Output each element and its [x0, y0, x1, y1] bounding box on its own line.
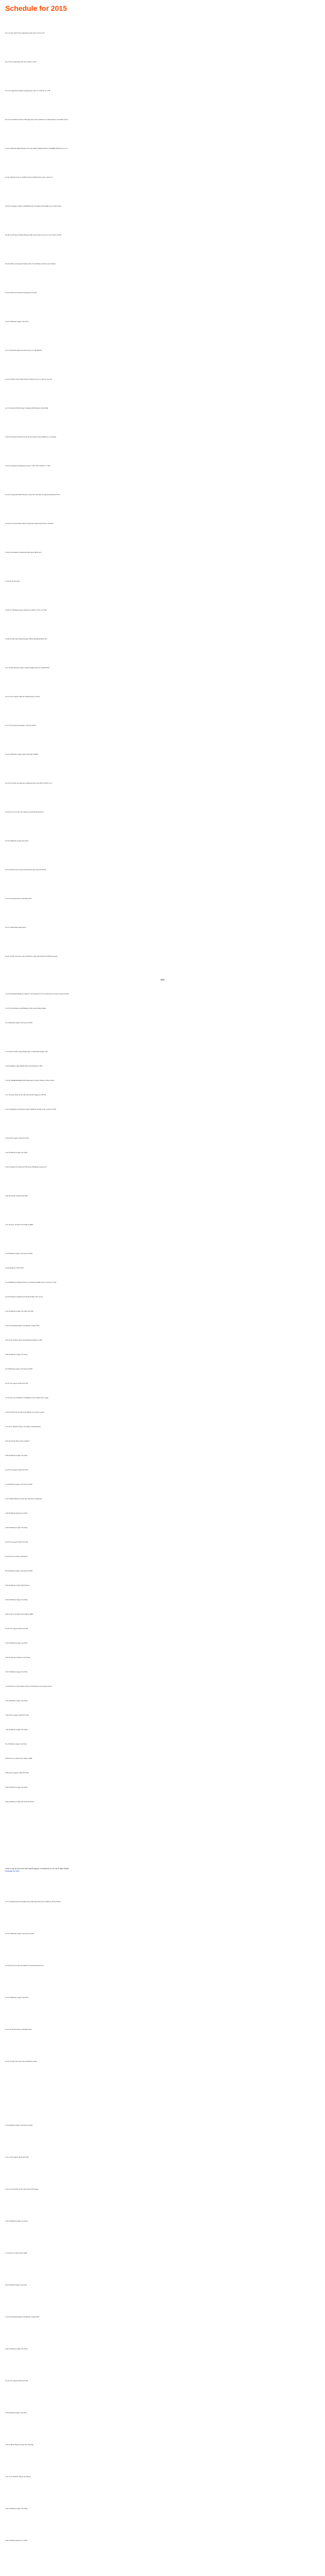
schedule-entry: 1-23-15 The Lagoon POP-UP 6 PM [5, 1137, 29, 1139]
schedule-entry: 4-4-15 The Lagoon POP-UP 6 PM [5, 1469, 28, 1471]
schedule-entry: 4-7-15 Bolinas Ledger Jive Party at 8 PM [5, 1483, 32, 1485]
schedule-entry: 1-3-15 The Ashhaven & Mill Beads 10 All-round Kodak Hedge [5, 1007, 46, 1009]
schedule-entry: 12-7-13 Buckminster (Fundraiser Run) With Boot Hill and The Belcher Off the Books [5, 1901, 61, 1903]
schedule-entry: 11-4-14 Golden Gate Fields Heat Cornelia for more on Jazz & Lino and [5, 378, 52, 380]
schedule-entry: 3-14-15 Pi Day Pie Social at the Bolinas Community Center [5, 1411, 45, 1413]
schedule-entry: 1-25-14 Bolinas Ledger Jive Party [5, 2220, 28, 2222]
schedule-entry: 2-2-15 Bolinas Ledger Jive Party at 8 PM [5, 1252, 32, 1255]
schedule-entry: 12-13-14 Crooks and Nannies at Bolinas Dome at 8 PM & 8 8:30 1 & 9 [5, 782, 52, 784]
schedule-entry: 12-24-13 Christmas Eve at Rolands PM [5, 2028, 31, 2030]
schedule-entry: 1-2-15 Woodlands Bridge for Rainer & The Michael for Sun Contrivance Contest & Jasmine Bear [5, 993, 69, 995]
schedule-entry: 2-7-15 BARN and WAGON Dance The Bolinas Fiddle Camp Concert at 7 PM [5, 1281, 56, 1283]
schedule-entry: 10-13-14 Bolinas Ridge Estates Our Cats Gallery Bolinas Hold To SUMMER SHOW & go to at [5, 147, 68, 149]
schedule-entry [5, 2077, 227, 2109]
footer-note [5, 1868, 69, 1873]
schedule-entry: 3-29-14 Bolinas Museum at 4 PM [5, 2539, 27, 2541]
schedule-entry: 10-4-14 Lagunitas Hopland Lodge Brewer Jam at 7:30 P.M. to 1 P.M. [5, 90, 51, 92]
schedule-entry: 8-15-15 The Lagoon POP-UP 6 PM [5, 1772, 29, 1774]
schedule-entry: 2-6-15 Rolands 7:30-10 PM [5, 1267, 24, 1269]
footer-note-text: come on go up near and ride what things go on facebook for our up to date details [5, 1868, 69, 1870]
schedule-entry: 5-23-15 Bolinas Ledger Jive Party [5, 1599, 28, 1601]
schedule-entry: 8-22-15 Bolinas Ledger Jive Party [5, 1786, 28, 1788]
schedule-entry [5, 2556, 227, 2576]
schedule-entry: 12-1-14 Rich Stoneys Tavern Session Night with the Loaf Band PM [5, 667, 50, 669]
schedule-entry: 3-21-15 Ocean Wave Cafe at Station [5, 1440, 30, 1442]
schedule-entry: 11-22-14 the bar band [5, 580, 20, 582]
schedule-entry: 11-8-14 LMo-tha Fishmith-Golf at the tune Alison Ronnie Ballroom on Sunday [5, 436, 56, 438]
schedule-entry: 12-24-14 Christmas Eve at Rolands PM [5, 897, 31, 900]
schedule-entry: 6-27-15 Bolinas Ledger Jive Party [5, 1671, 28, 1673]
schedule-entry: 1-17-15 Good Vibes at the Old Fortuna Pub Stage at 4:30 PM [5, 1094, 46, 1096]
schedule-entry: 3-15-14 Marin Brewers Cask Jazz Tap Nite [5, 2444, 34, 2446]
schedule-entry: 12-21-13 Bolinas Ledger Jive Party [5, 1996, 29, 1998]
schedule-entry: 12-6-14 The Lagoon POP-UP Holiday Party at 5 PM [5, 696, 40, 698]
schedule-entry: 2-1-14 Ferry 12 Peak Town Night [5, 2252, 27, 2254]
schedule-entry: 6-13-15 Bolinas Ledger Jive Party [5, 1642, 28, 1644]
schedule-entry: 8-29-15 Bolinas Lodge Late Summer Dance [5, 1801, 35, 1803]
schedule-entry: 3-28-15 Bolinas Ledger Jive Party [5, 1454, 28, 1456]
schedule-entry: 3-1-14 The Lagoon POP-UP 6 PM [5, 2380, 28, 2382]
schedule-entry [5, 1174, 227, 1189]
schedule-entry [5, 1030, 227, 1044]
schedule-entry: 4-11-15 Marin Brewers Cask Jazz Tap Nite at Lagunitas [5, 1498, 42, 1500]
schedule-entry: 5-2-15 The Lagoon POP-UP 6 PM [5, 1541, 28, 1543]
schedule-entry: 2-21-15 Art & Music Show at the Bolinas Museum 3 PM [5, 1339, 42, 1341]
schedule-entry: 1-11-14 The Lagoon POP-UP 6 PM [5, 2156, 29, 2158]
schedule-entry: 4-25-15 Bolinas Ledger Jive Party [5, 1527, 28, 1529]
schedule-entry: 6-20-15 Summer Solstice at the Mesa [5, 1656, 30, 1658]
schedule-entry: 2-22-14 Bolinas Ledger Jive Party [5, 2348, 28, 2350]
schedule-entry: 3-6-15 The Lagoon POP-UP 6 PM [5, 1382, 28, 1384]
schedule-entry: 1-13-15 HOMEHWAREIE 2015 Sebastopol's Fancy Drinks to Show Crafts [5, 1079, 54, 1081]
schedule-entry: 1-24-15 Bolinas Ledger Jive Party [5, 1151, 28, 1154]
schedule-2014-list [5, 1886, 227, 2576]
schedule-entry: 12-27-14 Mill Valley Brew Room [5, 926, 27, 928]
schedule-entry: 5-16-15 Bolinas Lodge Spring Dance [5, 1584, 30, 1586]
schedule-entry: 2-8-15 Petaluma Sebastopol & Rolands Band Jam 10-12 [5, 1296, 43, 1298]
schedule-entry: 11-1-14 Rolands Halloween Rock Party at 7:35 RM PM [5, 349, 42, 351]
page-title: Schedule for 2015 [5, 4, 67, 12]
schedule-entry: 10-11-14 Chowdown Dinner & Boogie party at the Hollister Inn Independence of Al Maire 6-9:11 [5, 118, 69, 121]
schedule-2015-list [5, 19, 227, 971]
schedule-entry: 12-20-14 Bolinas Ledger Jive Party [5, 840, 29, 842]
schedule-entry: 1-4-14 Bolinas Ledger Jive Party at 8 PM [5, 2124, 32, 2126]
schedule-entry: 6-6-15 The Lagoon POP-UP 6 PM [5, 1628, 28, 1630]
schedule-entry: 7-18-15 The Lagoon POP-UP 6 PM [5, 1714, 29, 1716]
schedule-entry: 2-8-14 Bolinas Ledger Jive Party [5, 2284, 27, 2286]
schedule-entry: 5-30-15 Ferry 12 Peak Town Night at 8PM [5, 1613, 33, 1615]
schedule-entry: 12-19-13 Live Fox Ren the Station Annual Christmas Hoot [5, 1964, 44, 1967]
schedule-entry: 1-25-15 Sweet D's Friday at 8 PM at the Wildflower House at 6 [5, 1166, 47, 1168]
schedule-entry: 7-4-15 Fourth of July Parade & Party at the Bolinas Community Center [5, 1685, 52, 1687]
schedule-entry: 5-5-15 Cinco de Mayo at Rolands [5, 1555, 28, 1557]
schedule-entry: 11-18-14 Sol Food & Beer Band Christmas Parade Spirit Park In Seaside [5, 522, 54, 524]
schedule-entry: 3-22-14 Bolinas Ledger Jive Party [5, 2507, 28, 2510]
schedule-entry: 11-14-14 Petaluma Sebastopol & (thus 7 P.M. at 8 to Dale at 7 7:09) [5, 465, 50, 467]
schedule-entry: 2-10-15 Bolinas Ledger Jive Party at 8 PM [5, 1310, 34, 1312]
schedule-entry: 2-14-14 Sweetheart Ball at the Bolinas Lodge 8 PM [5, 2316, 39, 2318]
schedule-entry [5, 1232, 227, 1246]
schedule-entry: 12-31-13 New Year's Eve Jam at Bolinas Lodge [5, 2060, 37, 2062]
schedule-entry: 8-1-15 Bolinas Ledger Jive Party [5, 1743, 27, 1745]
schedule-entry: 10-30-14 Brew and Hearth Friday at the Trio fish Bites (4:30 pm) and Rocker [5, 263, 56, 265]
schedule-entry: 11-20-14 Spinnakers Sebastopol Wine Rock Band Jam [5, 551, 42, 553]
schedule-entry: 12-21-14 Rock Amy Smith Christmas Eve Eve Show 8:45 PM [5, 869, 46, 871]
schedule-entry: 3-17-15 St. Patrick's Day at the Saloon with Beefheart [5, 1426, 41, 1428]
schedule-entry: 10-24-14 Buster Kaye at 1138 Ronstone at 6PM (chime toda 7 at 8 to 1) [5, 176, 53, 178]
schedule-entry: 8-8-15 Ferry 12 Peak Town Night at 8PM [5, 1757, 32, 1759]
schedule-entry: 10-31-14 Bolinas Ledger Jive Party [5, 320, 29, 323]
schedule-entry: 7-25-15 Bolinas Ledger Jive Party [5, 1728, 28, 1731]
schedule-entry: 3-7-15 Joey the Cat Band in Jazz/Blues at the Hollow Tree Lodge [5, 1397, 48, 1399]
schedule-entry: 10-25-14 College of Marin LIVE BAND 4th Thursdays DJ HeartBt (be it on Drum Bar) [5, 205, 61, 207]
schedule-entry: 12-7-14 The Rock Foundation 7:30 to 9:25 PM [5, 724, 36, 726]
schedule-entry: 3-3-15 Bolinas Ledger Jive Party at 8 PM [5, 1368, 32, 1370]
schedule-entry: 1-31-15 Ferry 12 Peak Town Night at 8PM [5, 1224, 33, 1226]
schedule-entry: 7-11-15 Bolinas Ledger Jive Party [5, 1700, 28, 1702]
schedule-entry: 4-18-15 Bolinas Museum at 4 PM [5, 1512, 27, 1514]
schedule-entry: 1-18-14 Good Vibes at the Old Fortuna Pub Stage [5, 2188, 39, 2190]
schedule-entry: 10-31-14 Pizza Fun Rolls & local taps til 12 P.M. [5, 292, 37, 294]
schedule-entry: 3-17-14 St. Patrick's Day at the Saloon [5, 2476, 31, 2478]
schedule-entry: 1-6-15 Bolinas Ledger Jive Party at 8 PM [5, 1022, 32, 1024]
schedule-entry: 2-28-15 Bolinas Ledger Jive Party [5, 1353, 28, 1355]
schedule-entry [5, 1203, 227, 1217]
schedule-entry: 11-28-14 Little Sand Valley Boogie & Blues Breakfast Bash Jam [5, 638, 47, 640]
schedule-entry: 11-15-14 Lagunitas Marin Brewers Cask Jazz Tap Nite at Lagunitas Brewing 6 P.M. [5, 494, 60, 496]
schedule-entry: 12-19-14 Live Fox Ren the Station Annual Christmas Hoot [5, 811, 44, 813]
schedule-entry: 11-7-14 Harvest Pizza Poolys Tuesday HiFi Brasserie with all Bal [5, 407, 48, 409]
schedule-entry: 10-3-14 at a Lagunitas' pub from 6 PM to 10:30 [5, 61, 37, 63]
schedule-entry: 1-30-15 Novato Theatre Rock Nite [5, 1195, 28, 1197]
schedule-entry: 10-28-14 Jeff Stevens Band Brewery Mill Creek Suds On the Go! from 6:00 to 10 PM [5, 234, 61, 236]
schedule-2014-link[interactable]: Schedule for 2014 [5, 1870, 20, 1873]
schedule-entry [5, 1116, 227, 1131]
schedule-entry: 10-1-14 new cask 2/4 at Lagunitas' head count of 10 at 7pm [5, 32, 45, 34]
schedule-entry: 11-26-14 Thanksgiving Eve Hoedown at Ricks 7 P.M. to 11 P.M. [5, 609, 47, 611]
schedule-entry: 1-22-15 Nightside Cat Sarsens Haunt Shalimar Sunday at the Lanai 6-10 PM [5, 1108, 56, 1110]
schedule-2015b-list [5, 987, 227, 1809]
schedule-entry: 12-12-14 Bolinas Ledger Lights with Kate 9:30PM [5, 753, 38, 755]
schedule-entry: 1-10-15 Ballad Lodge SEMIS FOLK HIGH Round 3 TRD [5, 1065, 43, 1067]
schedule-entry: 12-14-13 Bolinas Ledger Jive Party at 8 PM [5, 1933, 34, 1935]
schedule-entry: 1-9-15 Kitch & Mitz Lodge Ridge-Way in Chill Hollow Burger, MV [5, 1050, 48, 1053]
year-heading: 2015 [160, 979, 165, 981]
schedule-entry: 2-14-15 Sweetheart Ball at the Bolinas Lodge 8 PM [5, 1325, 39, 1327]
schedule-entry: 3-8-14 Bolinas Ledger Jive Party [5, 2412, 27, 2414]
schedule-entry: 5-9-15 Bolinas Ledger Jive Party at 8 PM [5, 1570, 32, 1572]
schedule-entry: 12-31-14 New Year's Eve Jam at Bolinas Lodge with Sarah at 8 PM with guests [5, 955, 58, 957]
